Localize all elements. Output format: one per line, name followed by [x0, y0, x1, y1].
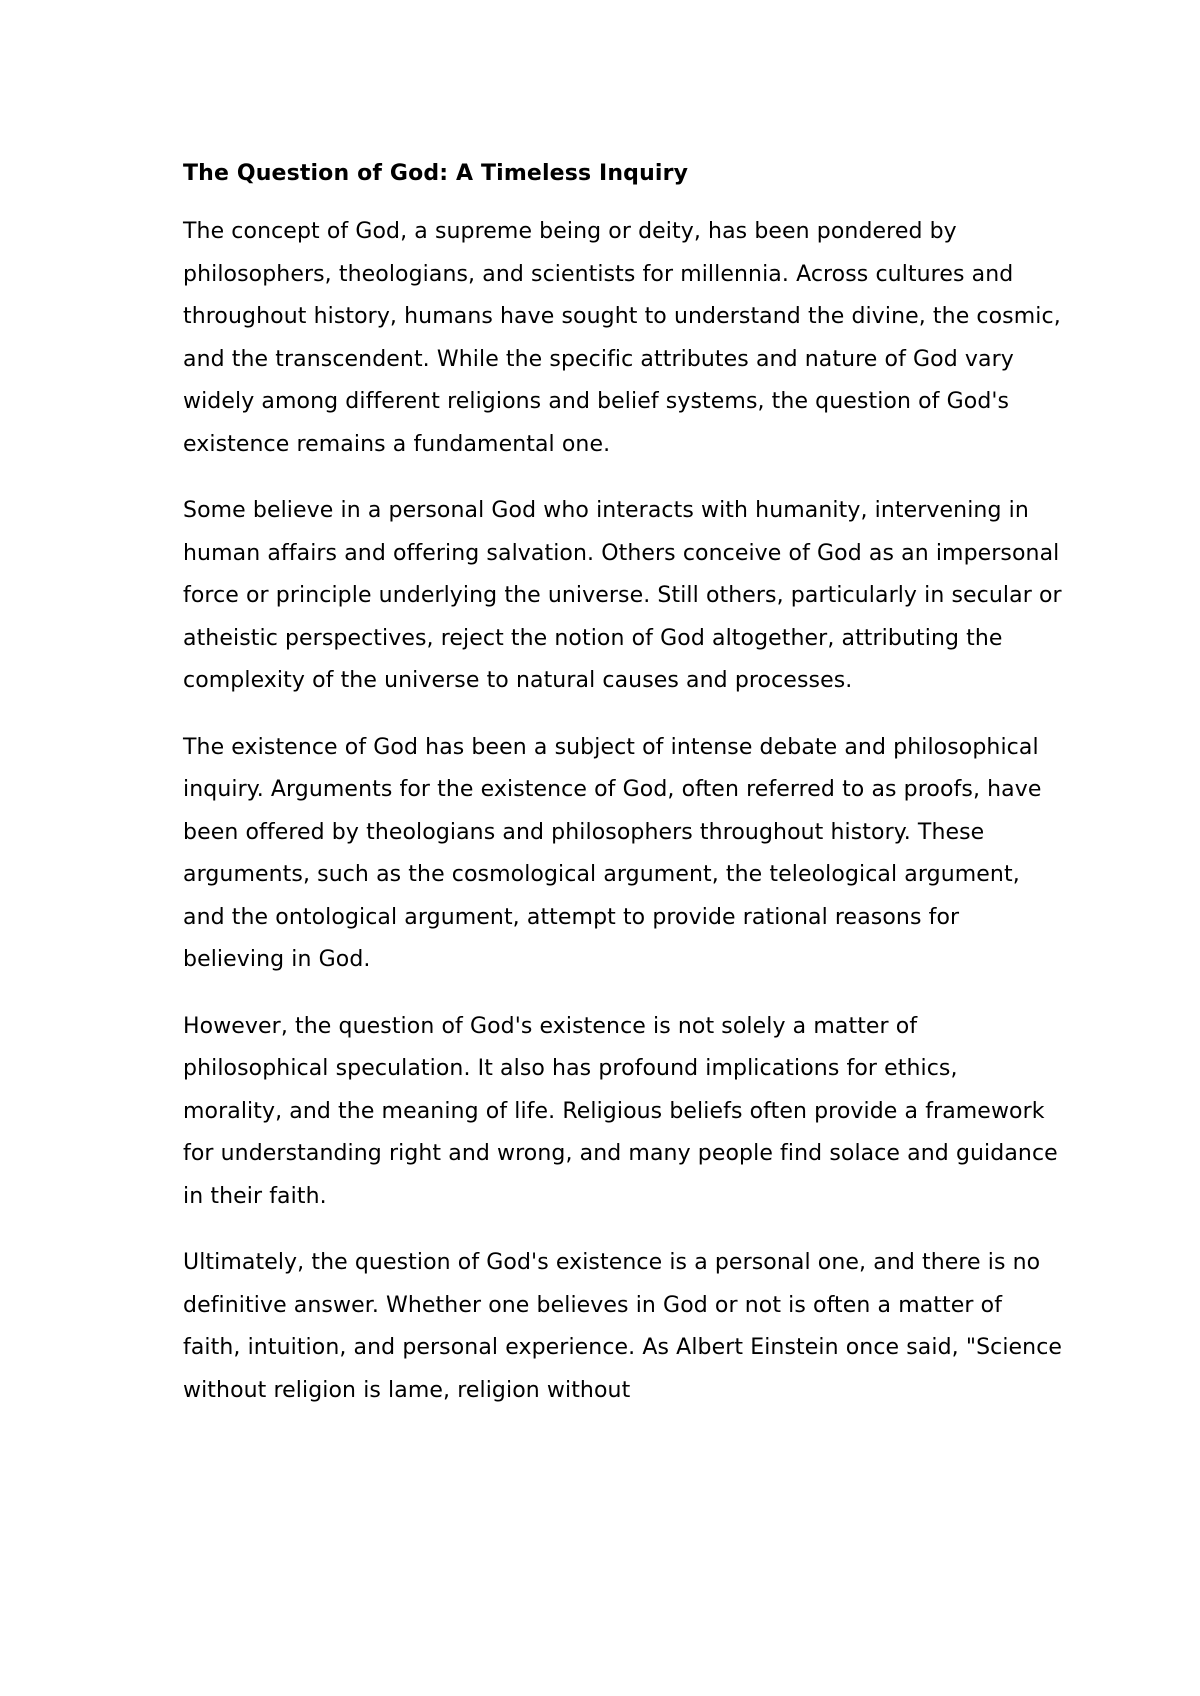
paragraph-4: However, the question of God's existence is not solely a matter of philosophical speculation. It also has profound implications for ethics, morality, and the meaning of life. Religious beliefs often provide a framework for understanding right and wrong, and many people find solace and guidance in their faith. [183, 1013, 1058, 1209]
paragraph-2: Some believe in a personal God who interacts with humanity, intervening in human affairs and offering salvation. Others conceive of God as an impersonal force or principle underlying the universe. Still others, particularly in secular or atheistic perspectives, reject the notion of God altogether, attributing the complexity of the universe to natural causes and processes. [183, 498, 1062, 693]
paragraph-5: Ultimately, the question of God's existence is a personal one, and there is no definitive answer. Whether one believes in God or not is often a matter of faith, intuition, and personal experience. As Albert Einstein once said, "Science without religion is lame, religion without [183, 1250, 1063, 1403]
paragraph-1: The concept of God, a supreme being or deity, has been pondered by philosophers, theologians, and scientists for millennia. Across cultures and throughout history, humans have sought to understand the divine, the cosmic, and the transcendent. While the specific attributes and nature of God vary widely among different religions and belief systems, the question of God's existence remains a fundamental one. [183, 219, 1061, 457]
document-title: The Question of God: A Timeless Inquiry [183, 161, 689, 186]
document-body [183, 150, 1063, 1436]
paragraph-3: The existence of God has been a subject of intense debate and philosophical inquiry. Arguments for the existence of God, often referred to as proofs, have been offered by theologians and philosophers throughout history. These arguments, such as the cosmological argument, the teleological argument, and the ontological argument, attempt to provide rational reasons for believing in God. [183, 734, 1042, 972]
